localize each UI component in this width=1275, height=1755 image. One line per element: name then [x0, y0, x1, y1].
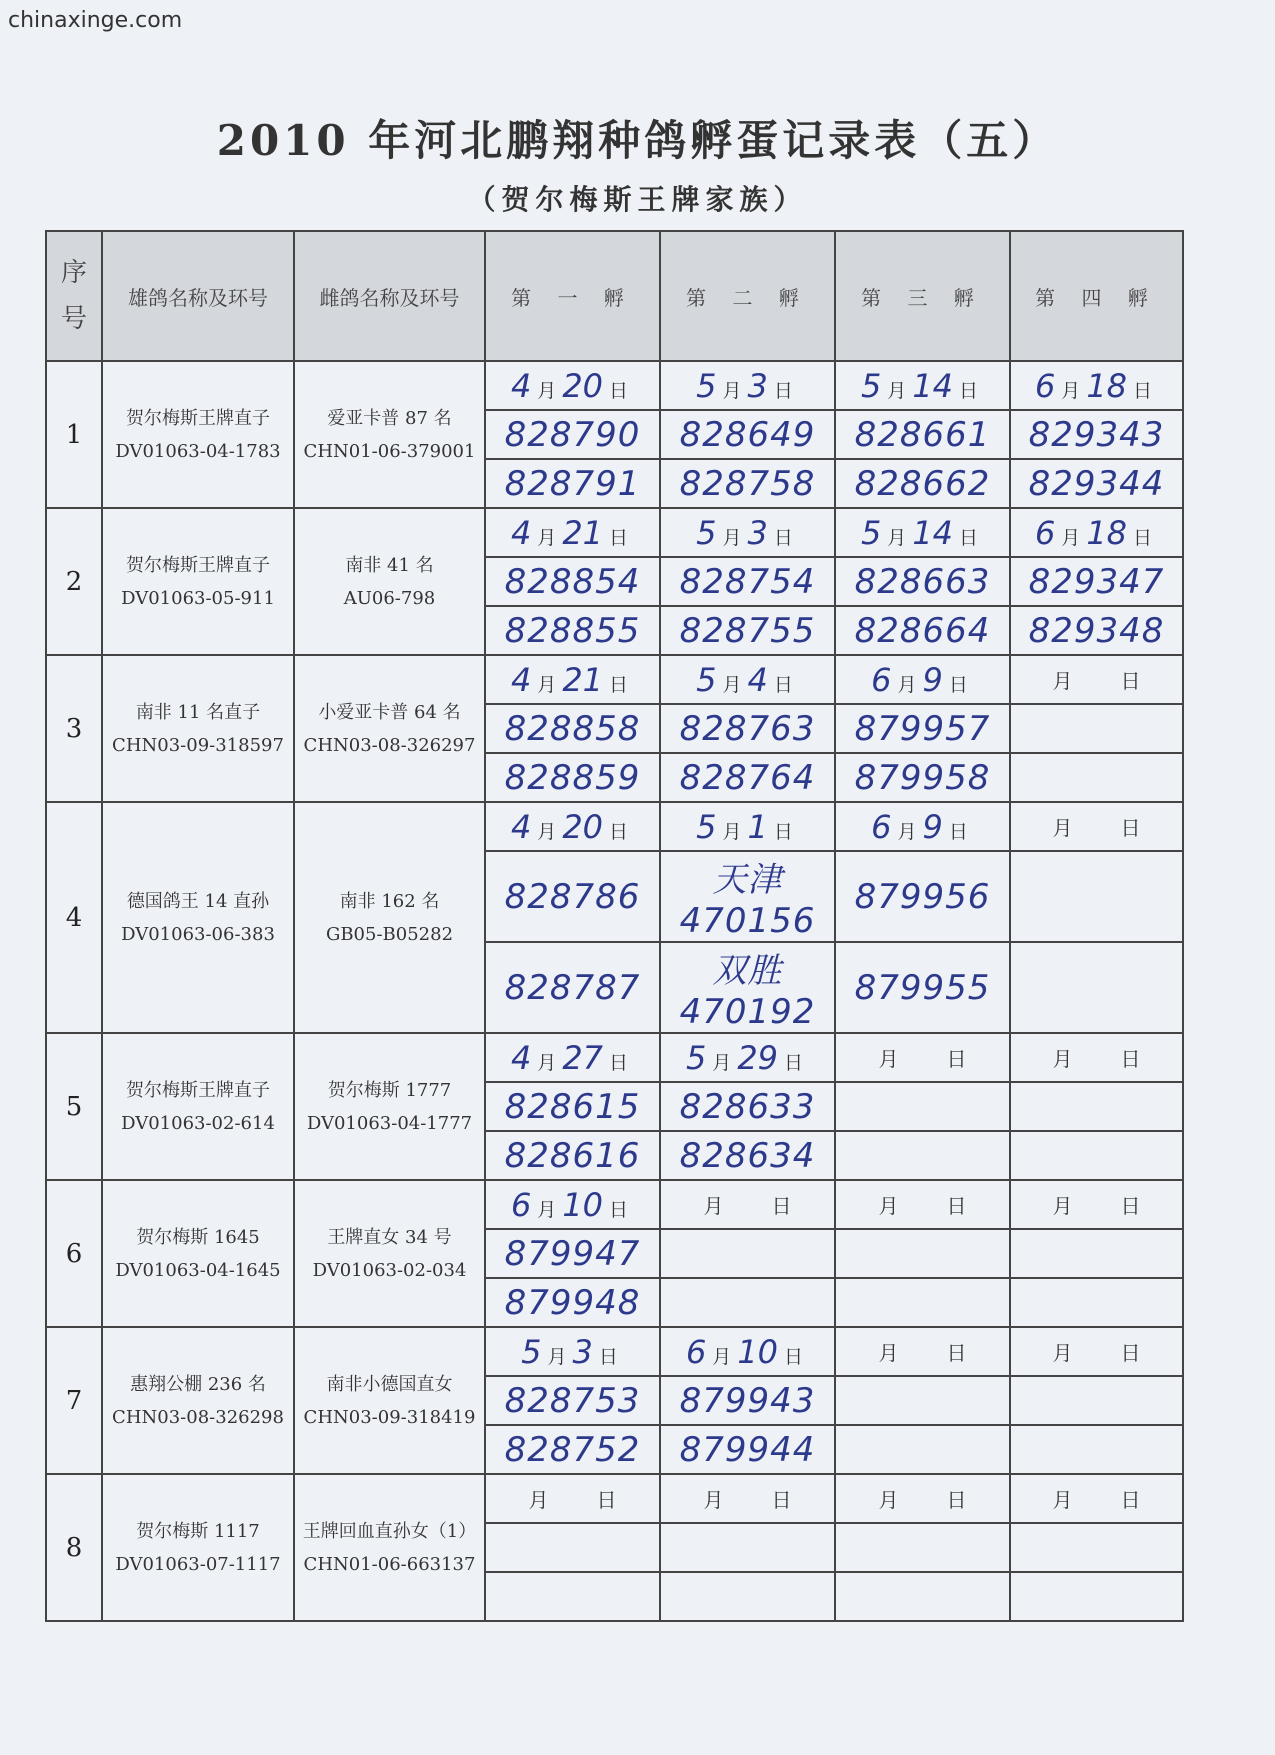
female-pigeon-cell [294, 802, 485, 1033]
hatch-month: 5 [696, 807, 717, 846]
day-char: 日 [948, 820, 968, 843]
month-char: 月 [537, 673, 557, 696]
row-index: 3 [46, 655, 102, 802]
hatch-date [660, 1474, 835, 1523]
hatch-month: 5 [696, 513, 717, 552]
hatch-date [835, 1327, 1010, 1376]
month-char: 月 [1052, 1341, 1073, 1365]
row-index: 7 [46, 1327, 102, 1474]
month-char: 月 [1052, 1194, 1073, 1218]
male-pigeon-cell [102, 1180, 294, 1327]
female-pigeon-ring: CHN01-06-663137 [303, 1553, 476, 1575]
hatch-month: 4 [510, 807, 532, 846]
ring-number [1010, 1572, 1183, 1621]
male-pigeon-name: 惠翔公棚 236 名 [130, 1373, 266, 1395]
female-pigeon-ring: DV01063-02-034 [312, 1259, 467, 1281]
hatch-date [1010, 1474, 1183, 1523]
hatch-day: 4 [747, 660, 768, 699]
ring-number [1010, 851, 1183, 942]
hatch-day: 1 [747, 807, 768, 846]
hatch-date [1010, 1180, 1183, 1229]
day-char: 日 [598, 1345, 618, 1368]
hatch-month: 6 [1034, 513, 1056, 552]
hatch-date [660, 1180, 835, 1229]
hatch-date [835, 1474, 1010, 1523]
day-char: 日 [771, 1194, 792, 1218]
month-char: 月 [722, 820, 742, 843]
ring-number [1010, 1376, 1183, 1425]
table-row [46, 655, 1183, 704]
hatch-day: 10 [737, 1332, 779, 1371]
hatch-month: 5 [685, 1038, 707, 1077]
header-male: 雄鸽名称及环号 [102, 231, 294, 361]
ring-number: 828634 [660, 1131, 835, 1180]
ring-number: 828664 [835, 606, 1010, 655]
hatch-date [835, 361, 1010, 410]
ring-number: 828764 [660, 753, 835, 802]
day-char: 日 [609, 526, 629, 549]
month-char: 月 [1061, 526, 1081, 549]
female-pigeon-name: 贺尔梅斯 1777 [327, 1079, 452, 1101]
ring-number [1010, 1082, 1183, 1131]
day-char: 日 [609, 1051, 629, 1074]
ring-number: 879958 [835, 753, 1010, 802]
ring-number [1010, 1131, 1183, 1180]
page-title: 2010 年河北鹏翔种鸽孵蛋记录表（五） [216, 116, 1059, 165]
month-char: 月 [1052, 669, 1073, 693]
watermark: chinaxinge.com [8, 8, 183, 33]
day-char: 日 [773, 820, 793, 843]
hatch-month: 6 [871, 807, 892, 846]
ring-number: 879955 [835, 942, 1010, 1033]
day-char: 日 [1133, 526, 1153, 549]
male-pigeon-ring: DV01063-06-383 [121, 923, 275, 945]
female-pigeon-cell [294, 1180, 485, 1327]
female-pigeon-name: 爱亚卡普 87 名 [327, 407, 452, 429]
ring-number [835, 1229, 1010, 1278]
ring-number [660, 1572, 835, 1621]
ring-number: 828616 [485, 1131, 660, 1180]
hatch-month: 5 [521, 1332, 542, 1371]
day-char: 日 [1120, 816, 1141, 840]
hatch-date [660, 508, 835, 557]
row-index: 1 [46, 361, 102, 508]
hatch-day: 18 [1086, 513, 1128, 552]
female-pigeon-cell [294, 508, 485, 655]
male-pigeon-cell [102, 1474, 294, 1621]
ring-number [485, 1523, 660, 1572]
ring-number [660, 1229, 835, 1278]
ring-number: 828754 [660, 557, 835, 606]
hatch-date [1010, 361, 1183, 410]
hatch-month: 4 [510, 513, 532, 552]
header-hatch-4: 第 四 孵 [1010, 231, 1183, 361]
hatch-day: 10 [562, 1185, 604, 1224]
male-pigeon-ring: DV01063-05-911 [121, 587, 275, 609]
ring-number: 828854 [485, 557, 660, 606]
ring-number: 829343 [1010, 410, 1183, 459]
female-pigeon-name: 南非 41 名 [345, 554, 434, 576]
ring-number [1010, 1523, 1183, 1572]
month-char: 月 [537, 526, 557, 549]
hatch-month: 4 [510, 660, 532, 699]
male-pigeon-ring: DV01063-04-1645 [115, 1259, 281, 1281]
hatch-date [835, 1180, 1010, 1229]
day-char: 日 [1120, 1488, 1141, 1512]
row-index: 4 [46, 802, 102, 1033]
male-pigeon-cell [102, 1327, 294, 1474]
header-row [46, 231, 1183, 361]
female-pigeon-name: 王牌回血直孙女（1） [302, 1520, 477, 1542]
month-char: 月 [897, 820, 917, 843]
female-pigeon-name: 小爱亚卡普 64 名 [318, 701, 461, 723]
day-char: 日 [948, 673, 968, 696]
month-char: 月 [712, 1051, 732, 1074]
hatch-month: 6 [685, 1332, 707, 1371]
day-char: 日 [609, 673, 629, 696]
female-pigeon-ring: CHN03-08-326297 [303, 734, 476, 756]
hatch-date [835, 655, 1010, 704]
ring-number: 828855 [485, 606, 660, 655]
ring-number: 829348 [1010, 606, 1183, 655]
hatch-date [485, 361, 660, 410]
month-char: 月 [1052, 816, 1073, 840]
male-pigeon-cell [102, 508, 294, 655]
hatch-date [485, 655, 660, 704]
female-pigeon-ring: CHN03-09-318419 [303, 1406, 476, 1428]
day-char: 日 [771, 1488, 792, 1512]
ring-number: 828787 [485, 942, 660, 1033]
ring-number [1010, 1278, 1183, 1327]
day-char: 日 [609, 379, 629, 402]
day-char: 日 [1120, 1341, 1141, 1365]
month-char: 月 [878, 1341, 899, 1365]
female-pigeon-cell [294, 655, 485, 802]
day-char: 日 [946, 1047, 967, 1071]
ring-number: 879947 [485, 1229, 660, 1278]
hatch-month: 6 [871, 660, 892, 699]
month-char: 月 [887, 526, 907, 549]
hatch-month: 5 [696, 366, 717, 405]
day-char: 日 [596, 1488, 617, 1512]
hatch-date [1010, 802, 1183, 851]
header-hatch-2: 第 二 孵 [660, 231, 835, 361]
ring-number: 828753 [485, 1376, 660, 1425]
hatch-day: 9 [922, 660, 943, 699]
ring-number: 828763 [660, 704, 835, 753]
hatch-date [660, 655, 835, 704]
hatch-month: 5 [860, 366, 882, 405]
female-pigeon-ring: AU06-798 [343, 587, 436, 609]
female-pigeon-cell [294, 1474, 485, 1621]
hatch-month: 6 [1034, 366, 1056, 405]
ring-number [1010, 1425, 1183, 1474]
hatch-day: 29 [737, 1038, 779, 1077]
day-char: 日 [1120, 669, 1141, 693]
male-pigeon-name: 贺尔梅斯 1645 [136, 1226, 260, 1248]
day-char: 日 [784, 1345, 804, 1368]
ring-number: 828786 [485, 851, 660, 942]
month-char: 月 [1052, 1488, 1073, 1512]
hatch-month: 5 [860, 513, 882, 552]
hatch-date [660, 361, 835, 410]
hatch-date [835, 508, 1010, 557]
female-pigeon-name: 南非 162 名 [339, 890, 440, 912]
ring-number [660, 1278, 835, 1327]
table-body [46, 361, 1183, 1621]
table-row [46, 802, 1183, 851]
hatch-day: 14 [912, 513, 954, 552]
ring-number: 828633 [660, 1082, 835, 1131]
ring-number [835, 1376, 1010, 1425]
month-char: 月 [722, 526, 742, 549]
header-index [46, 231, 102, 361]
day-char: 日 [959, 526, 979, 549]
hatch-day: 20 [562, 807, 604, 846]
ring-number [835, 1572, 1010, 1621]
month-char: 月 [897, 673, 917, 696]
month-char: 月 [528, 1488, 549, 1512]
table-row [46, 361, 1183, 410]
ring-number: 828615 [485, 1082, 660, 1131]
month-char: 月 [722, 673, 742, 696]
hatch-day: 27 [562, 1038, 604, 1077]
ring-number: 828858 [485, 704, 660, 753]
hatch-day: 3 [572, 1332, 593, 1371]
day-char: 日 [784, 1051, 804, 1074]
ring-number: 828649 [660, 410, 835, 459]
male-pigeon-ring: DV01063-02-614 [121, 1112, 275, 1134]
day-char: 日 [609, 1198, 629, 1221]
hatch-date [485, 1033, 660, 1082]
table-row [46, 1180, 1183, 1229]
male-pigeon-ring: DV01063-04-1783 [115, 440, 281, 462]
ring-number [485, 1572, 660, 1621]
female-pigeon-cell [294, 361, 485, 508]
hatch-date [485, 1327, 660, 1376]
hatch-date [485, 508, 660, 557]
month-char: 月 [703, 1194, 724, 1218]
ring-number: 828663 [835, 557, 1010, 606]
ring-number [1010, 753, 1183, 802]
hatching-record-table [45, 230, 1184, 1622]
hatch-month: 4 [510, 1038, 532, 1077]
day-char: 日 [946, 1488, 967, 1512]
ring-number: 天津470156 [660, 851, 835, 942]
table-row [46, 1474, 1183, 1523]
male-pigeon-name: 贺尔梅斯王牌直子 [126, 554, 270, 576]
ring-number [660, 1523, 835, 1572]
male-pigeon-ring: CHN03-08-326298 [112, 1406, 284, 1428]
day-char: 日 [946, 1194, 967, 1218]
month-char: 月 [547, 1345, 567, 1368]
ring-number [1010, 1229, 1183, 1278]
month-char: 月 [878, 1047, 899, 1071]
ring-number: 879944 [660, 1425, 835, 1474]
male-pigeon-name: 贺尔梅斯王牌直子 [126, 407, 270, 429]
female-pigeon-cell [294, 1033, 485, 1180]
hatch-day: 21 [562, 660, 604, 699]
day-char: 日 [773, 379, 793, 402]
day-char: 日 [773, 673, 793, 696]
hatch-date [660, 1033, 835, 1082]
female-pigeon-ring: DV01063-04-1777 [306, 1112, 473, 1134]
ring-number: 879956 [835, 851, 1010, 942]
male-pigeon-ring: DV01063-07-1117 [115, 1553, 281, 1575]
ring-number: 828791 [485, 459, 660, 508]
hatch-date [835, 1033, 1010, 1082]
hatch-month: 4 [510, 366, 532, 405]
ring-number: 828752 [485, 1425, 660, 1474]
male-pigeon-cell [102, 655, 294, 802]
ring-number: 828662 [835, 459, 1010, 508]
hatch-date [485, 802, 660, 851]
ring-number: 879948 [485, 1278, 660, 1327]
hatch-date [1010, 508, 1183, 557]
row-index: 5 [46, 1033, 102, 1180]
ring-number: 828661 [835, 410, 1010, 459]
day-char: 日 [946, 1341, 967, 1365]
header-index-line2: 号 [60, 304, 87, 334]
ring-number: 828755 [660, 606, 835, 655]
hatch-date [1010, 655, 1183, 704]
month-char: 月 [722, 379, 742, 402]
female-pigeon-name: 南非小德国直女 [326, 1373, 453, 1395]
ring-number: 829344 [1010, 459, 1183, 508]
header-hatch-1: 第 一 孵 [485, 231, 660, 361]
female-pigeon-ring: GB05-B05282 [325, 923, 454, 945]
hatch-day: 18 [1086, 366, 1128, 405]
ring-number [835, 1425, 1010, 1474]
hatch-date [485, 1180, 660, 1229]
hatch-date [1010, 1033, 1183, 1082]
hatch-date [485, 1474, 660, 1523]
page-subtitle: （贺尔梅斯王牌家族） [467, 183, 808, 216]
male-pigeon-name: 德国鸽王 14 直孙 [126, 890, 270, 912]
month-char: 月 [537, 820, 557, 843]
hatch-day: 3 [747, 366, 768, 405]
male-pigeon-ring: CHN03-09-318597 [112, 734, 284, 756]
ring-number: 双胜470192 [660, 942, 835, 1033]
male-pigeon-cell [102, 361, 294, 508]
header-index-line1: 序 [60, 258, 87, 288]
month-char: 月 [1061, 379, 1081, 402]
hatch-day: 20 [562, 366, 604, 405]
ring-number: 828790 [485, 410, 660, 459]
hatch-day: 3 [747, 513, 768, 552]
male-pigeon-name: 贺尔梅斯 1117 [136, 1520, 260, 1542]
ring-number [1010, 704, 1183, 753]
day-char: 日 [1133, 379, 1153, 402]
ring-number [835, 1082, 1010, 1131]
female-pigeon-name: 王牌直女 34 号 [327, 1226, 452, 1248]
table-row [46, 1327, 1183, 1376]
month-char: 月 [537, 379, 557, 402]
ring-number: 828859 [485, 753, 660, 802]
day-char: 日 [609, 820, 629, 843]
hatch-day: 14 [912, 366, 954, 405]
month-char: 月 [1052, 1047, 1073, 1071]
hatch-date [660, 802, 835, 851]
ring-number [835, 1131, 1010, 1180]
hatch-date [835, 802, 1010, 851]
row-index: 2 [46, 508, 102, 655]
female-pigeon-ring: CHN01-06-379001 [303, 440, 476, 462]
month-char: 月 [537, 1198, 557, 1221]
ring-number: 829347 [1010, 557, 1183, 606]
day-char: 日 [773, 526, 793, 549]
male-pigeon-cell [102, 802, 294, 1033]
month-char: 月 [887, 379, 907, 402]
ring-number [1010, 942, 1183, 1033]
male-pigeon-cell [102, 1033, 294, 1180]
month-char: 月 [878, 1488, 899, 1512]
ring-number: 828758 [660, 459, 835, 508]
row-index: 6 [46, 1180, 102, 1327]
table-row [46, 508, 1183, 557]
hatch-month: 5 [696, 660, 717, 699]
row-index: 8 [46, 1474, 102, 1621]
table-row [46, 1033, 1183, 1082]
ring-number [835, 1523, 1010, 1572]
hatch-day: 21 [562, 513, 604, 552]
ring-number [835, 1278, 1010, 1327]
month-char: 月 [712, 1345, 732, 1368]
hatch-month: 6 [510, 1185, 532, 1224]
month-char: 月 [537, 1051, 557, 1074]
header-female: 雌鸽名称及环号 [294, 231, 485, 361]
hatch-date [1010, 1327, 1183, 1376]
month-char: 月 [878, 1194, 899, 1218]
day-char: 日 [959, 379, 979, 402]
day-char: 日 [1120, 1047, 1141, 1071]
female-pigeon-cell [294, 1327, 485, 1474]
hatch-day: 9 [922, 807, 943, 846]
day-char: 日 [1120, 1194, 1141, 1218]
month-char: 月 [703, 1488, 724, 1512]
male-pigeon-name: 贺尔梅斯王牌直子 [126, 1079, 270, 1101]
hatch-date [660, 1327, 835, 1376]
male-pigeon-name: 南非 11 名直子 [135, 701, 261, 723]
ring-number: 879957 [835, 704, 1010, 753]
ring-number: 879943 [660, 1376, 835, 1425]
header-hatch-3: 第 三 孵 [835, 231, 1010, 361]
